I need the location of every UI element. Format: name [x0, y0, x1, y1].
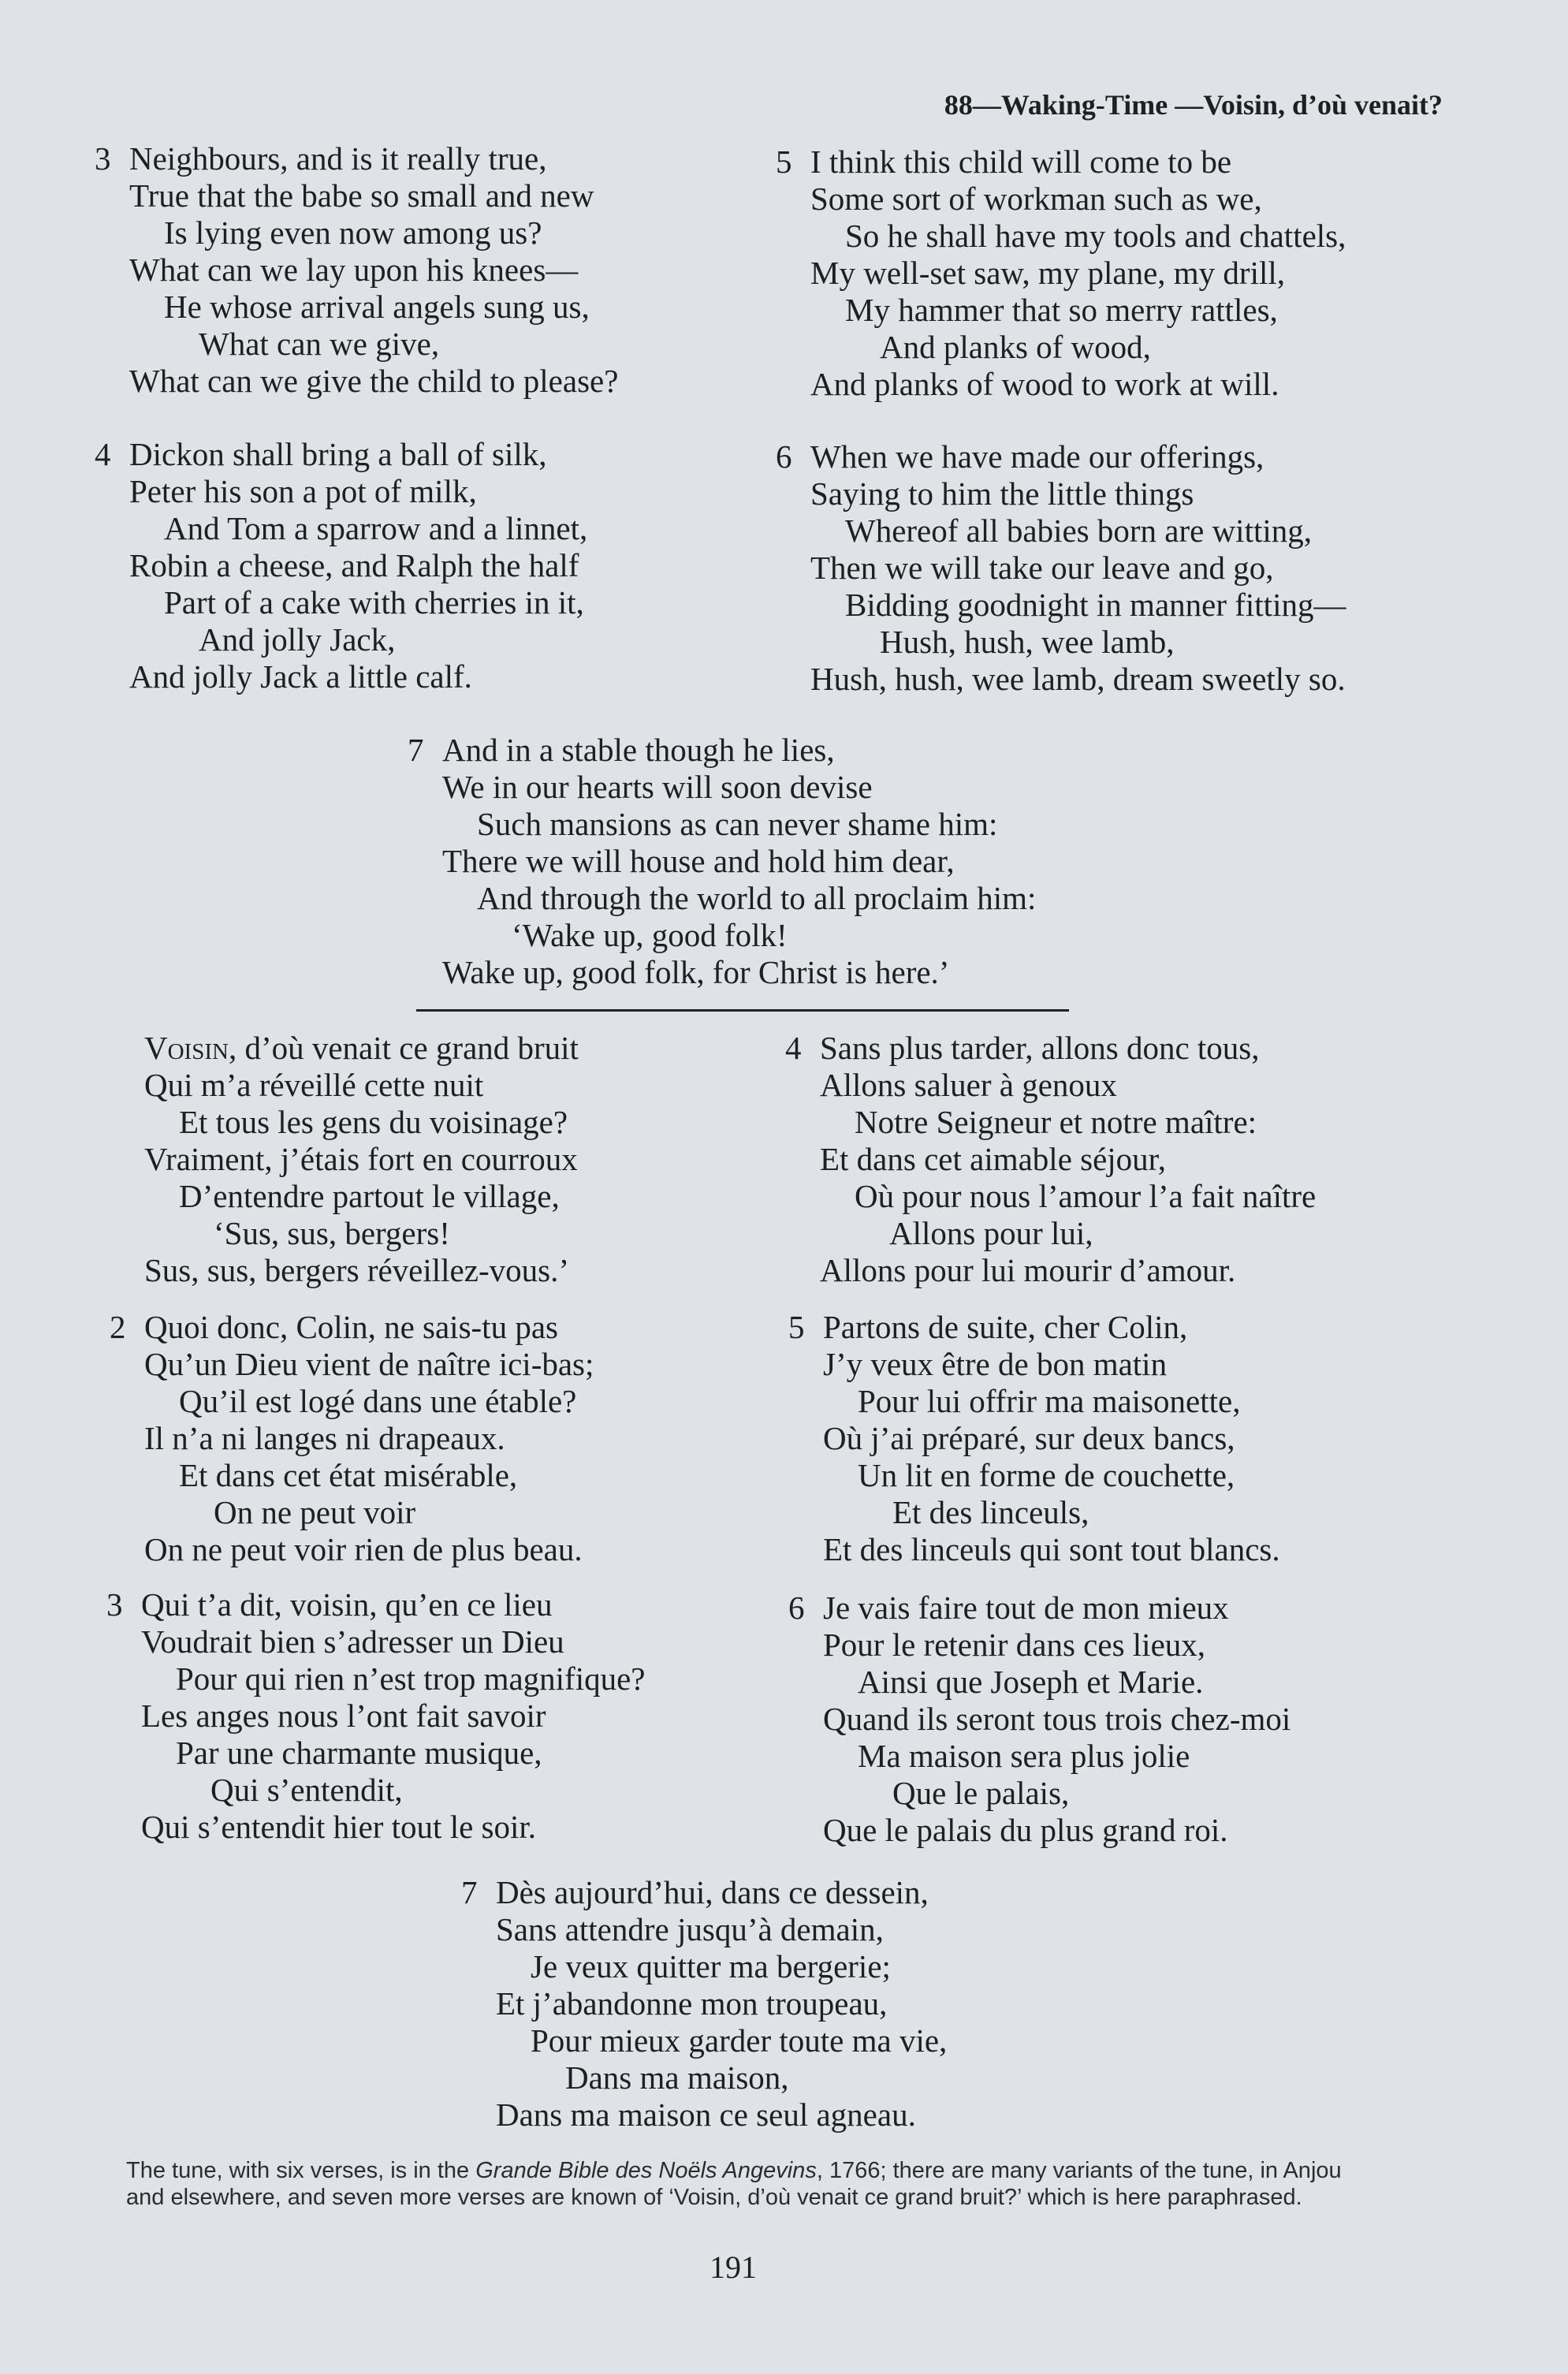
verse-line: Sans attendre jusqu’à demain,: [496, 1911, 884, 1947]
english-verse-5: [776, 143, 1346, 403]
french-verse-1: [110, 1030, 579, 1289]
verse-line: Qui m’a réveillé cette nuit: [144, 1067, 484, 1103]
running-header: 88—Waking-Time —Voisin, d’où venait?: [944, 89, 1443, 121]
verse-line: Quand ils seront tous trois chez-moi: [823, 1701, 1291, 1737]
verse-line: What can we give the child to please?: [129, 363, 619, 399]
verse-line: We in our hearts will soon devise: [442, 769, 873, 805]
verse-line: Allons saluer à genoux: [820, 1067, 1117, 1103]
verse-line: And jolly Jack,: [199, 621, 396, 658]
verse-line: Ma maison sera plus jolie: [858, 1738, 1190, 1774]
page-number: 191: [710, 2249, 757, 2285]
verse-line: On ne peut voir: [214, 1494, 416, 1530]
verse-line: J’y veux être de bon matin: [823, 1346, 1168, 1382]
verse-line: So he shall have my tools and chattels,: [845, 218, 1346, 254]
verse-line: Hush, hush, wee lamb, dream sweetly so.: [810, 661, 1346, 697]
verse-line: 4 Dickon shall bring a ball of silk,: [95, 436, 547, 472]
english-verse-4: [95, 436, 587, 695]
verse-number: 3: [95, 140, 111, 177]
verse-line: ‘Wake up, good folk!: [512, 917, 788, 953]
verse-line: 6 When we have made our offerings,: [776, 438, 1264, 475]
verse-line: And through the world to all proclaim him:: [477, 880, 1037, 916]
verse-line: Allons pour lui mourir d’amour.: [820, 1252, 1236, 1288]
french-verse-4: [785, 1030, 1316, 1289]
verse-line: 7 Dès aujourd’hui, dans ce dessein,: [461, 1874, 929, 1910]
verse-line: Then we will take our leave and go,: [810, 550, 1274, 586]
verse-line: Such mansions as can never shame him:: [477, 806, 998, 842]
verse-line: Ainsi que Joseph et Marie.: [858, 1664, 1204, 1700]
verse-line: Que le palais,: [892, 1775, 1070, 1811]
french-verse-3: [106, 1586, 646, 1846]
verse-line: 6 Je vais faire tout de mon mieux: [788, 1589, 1229, 1626]
verse-line: Que le palais du plus grand roi.: [823, 1812, 1228, 1848]
verse-line: My hammer that so merry rattles,: [845, 292, 1278, 328]
verse-line: What can we lay upon his knees—: [129, 252, 579, 288]
verse-line: Sus, sus, bergers réveillez-vous.’: [144, 1252, 569, 1288]
verse-line: Pour qui rien n’est trop magnifique?: [176, 1660, 646, 1697]
verse-line: Some sort of workman such as we,: [810, 181, 1262, 217]
verse-line: Je veux quitter ma bergerie;: [531, 1948, 891, 1985]
verse-line: And planks of wood to work at will.: [810, 366, 1279, 402]
verse-line: Par une charmante musique,: [176, 1735, 542, 1771]
verse-line: Et des linceuls,: [892, 1494, 1089, 1530]
verse-number: 7: [461, 1874, 478, 1910]
verse-line: D’entendre partout le village,: [179, 1178, 560, 1214]
verse-number: 2: [110, 1309, 126, 1345]
verse-number: 5: [788, 1309, 805, 1345]
verse-line: Où j’ai préparé, sur deux bancs,: [823, 1420, 1235, 1456]
verse-line: Qui s’entendit,: [210, 1772, 403, 1808]
verse-line: 2 Quoi donc, Colin, ne sais-tu pas: [110, 1309, 558, 1345]
verse-line: Voisin, d’où venait ce grand bruit: [144, 1030, 579, 1066]
verse-line: What can we give,: [199, 326, 440, 362]
verse-line: Un lit en forme de couchette,: [858, 1457, 1235, 1493]
verse-line: 4 Sans plus tarder, allons donc tous,: [785, 1030, 1260, 1066]
verse-line: On ne peut voir rien de plus beau.: [144, 1531, 583, 1567]
verse-line: Is lying even now among us?: [164, 214, 542, 251]
verse-line: True that the babe so small and new: [129, 177, 594, 214]
verse-line: Et tous les gens du voisinage?: [179, 1104, 568, 1140]
verse-line: Et des linceuls qui sont tout blancs.: [823, 1531, 1280, 1567]
source-title: Grande Bible des Noëls Angevins: [475, 2158, 817, 2183]
verse-number: 6: [776, 438, 792, 475]
verse-line: Hush, hush, wee lamb,: [880, 624, 1175, 660]
verse-line: Whereof all babies born are witting,: [845, 512, 1312, 549]
english-verse-6: [776, 438, 1346, 698]
verse-line: Pour lui offrir ma maisonette,: [858, 1383, 1241, 1419]
section-divider: [416, 1009, 1069, 1012]
verse-line: Les anges nous l’ont fait savoir: [141, 1698, 546, 1734]
verse-line: Allons pour lui,: [889, 1215, 1093, 1251]
verse-line: Peter his son a pot of milk,: [129, 473, 477, 509]
verse-line: And jolly Jack a little calf.: [129, 658, 472, 695]
verse-line: Et j’abandonne mon troupeau,: [496, 1985, 888, 2022]
verse-line: And planks of wood,: [880, 329, 1151, 365]
verse-line: Où pour nous l’amour l’a fait naître: [855, 1178, 1317, 1214]
verse-number: 7: [408, 732, 424, 768]
verse-line: Voudrait bien s’adresser un Dieu: [141, 1623, 564, 1660]
verse-line: 3 Neighbours, and is it really true,: [95, 140, 547, 177]
verse-line: Pour le retenir dans ces lieux,: [823, 1627, 1206, 1663]
english-verse-7: [408, 732, 1036, 991]
verse-line: Qui s’entendit hier tout le soir.: [141, 1809, 537, 1845]
verse-line: Et dans cet aimable séjour,: [820, 1141, 1166, 1177]
verse-line: He whose arrival angels sung us,: [164, 289, 590, 325]
verse-line: 5 Partons de suite, cher Colin,: [788, 1309, 1188, 1345]
verse-line: Part of a cake with cherries in it,: [164, 584, 584, 621]
verse-line: And Tom a sparrow and a linnet,: [164, 510, 588, 546]
verse-line: 5 I think this child will come to be: [776, 143, 1232, 180]
verse-line: Wake up, good folk, for Christ is here.’: [442, 954, 950, 990]
verse-number: 6: [788, 1589, 805, 1626]
french-verse-7: [461, 1874, 947, 2134]
verse-line: Qu’il est logé dans une étable?: [179, 1383, 577, 1419]
verse-line: Bidding goodnight in manner fitting—: [845, 587, 1346, 623]
verse-line: 3 Qui t’a dit, voisin, qu’en ce lieu: [106, 1586, 553, 1623]
verse-number: 5: [776, 143, 792, 180]
verse-line: ‘Sus, sus, bergers!: [214, 1215, 450, 1251]
french-verse-6: [788, 1589, 1291, 1849]
small-caps-word: Voisin: [144, 1030, 229, 1066]
verse-line: Saying to him the little things: [810, 475, 1194, 512]
verse-line: Qu’un Dieu vient de naître ici-bas;: [144, 1346, 594, 1382]
verse-line: Dans ma maison ce seul agneau.: [496, 2096, 916, 2133]
verse-line: My well-set saw, my plane, my drill,: [810, 255, 1285, 291]
verse-line: Notre Seigneur et notre maître:: [855, 1104, 1257, 1140]
french-verse-5: [788, 1309, 1280, 1568]
french-verse-2: [110, 1309, 594, 1568]
verse-line: Il n’a ni langes ni drapeaux.: [144, 1420, 505, 1456]
verse-number: 4: [785, 1030, 802, 1066]
verse-line: 7 And in a stable though he lies,: [408, 732, 835, 768]
verse-line: Pour mieux garder toute ma vie,: [531, 2022, 948, 2059]
verse-number: 3: [106, 1586, 123, 1623]
english-verse-3: [95, 140, 618, 400]
verse-line: There we will house and hold him dear,: [442, 843, 955, 879]
verse-line: Et dans cet état misérable,: [179, 1457, 518, 1493]
verse-line: Vraiment, j’étais fort en courroux: [144, 1141, 578, 1177]
verse-number: 4: [95, 436, 111, 472]
verse-line: Dans ma maison,: [565, 2059, 789, 2096]
verse-line: Robin a cheese, and Ralph the half: [129, 547, 579, 583]
footnote: The tune, with six verses, is in the Grande Bible des Noëls Angevins, 1766; there are many variants of the tune, in Anjou and elsewhere, and seven more verses are known of ‘Voisin, d’où venait ce grand bruit?’ which is here paraphrased.: [126, 2158, 1342, 2210]
